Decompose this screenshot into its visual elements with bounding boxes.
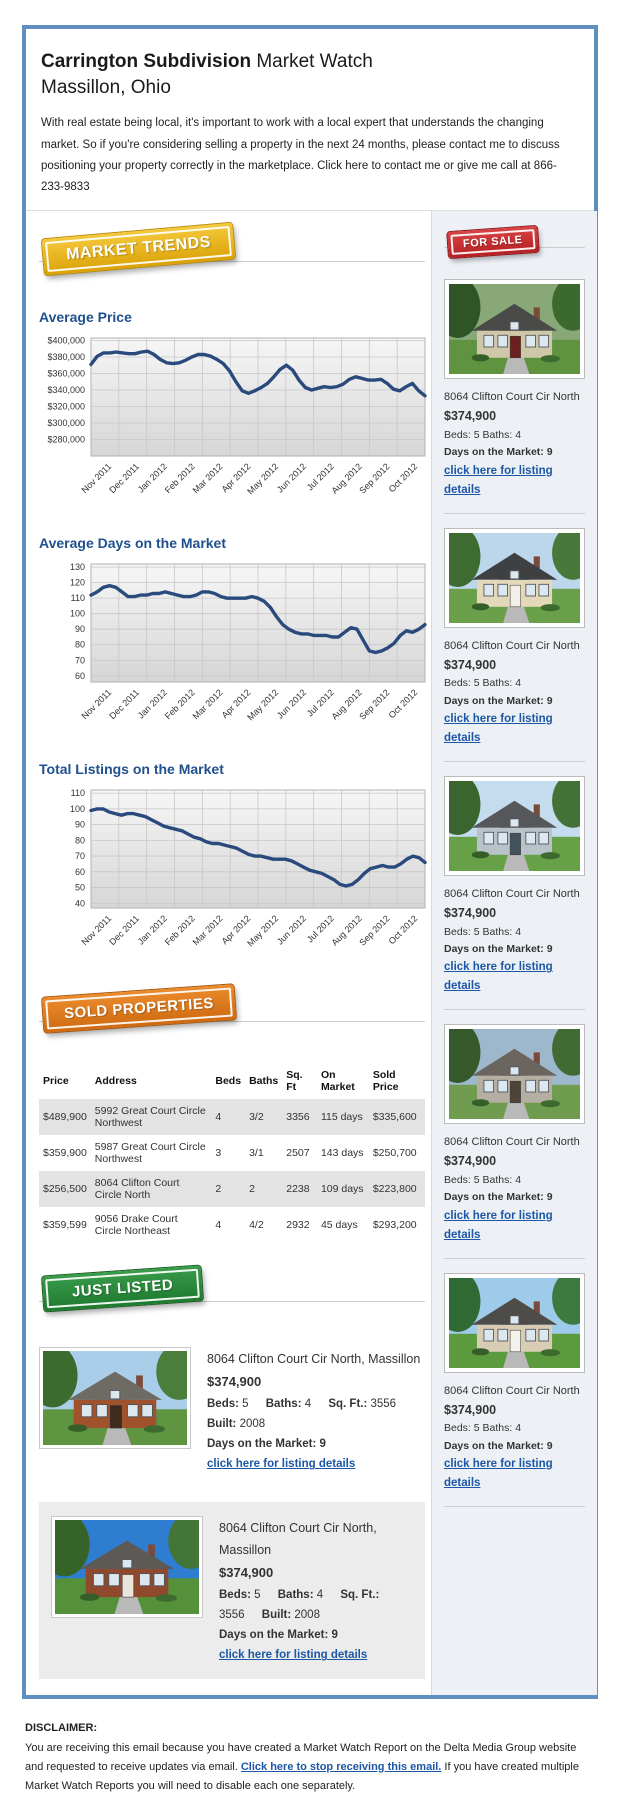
svg-text:May 2012: May 2012 xyxy=(245,461,281,497)
divider xyxy=(444,513,585,514)
table-cell: 3356 xyxy=(282,1099,317,1135)
svg-text:Jul 2012: Jul 2012 xyxy=(304,687,336,719)
table-cell: 4 xyxy=(215,1219,222,1232)
divider xyxy=(444,761,585,762)
table-row xyxy=(39,1135,425,1171)
svg-text:Apr 2012: Apr 2012 xyxy=(219,461,253,495)
baths-label: Baths: xyxy=(277,1588,314,1601)
sold-properties-header xyxy=(39,987,425,1043)
svg-text:Dec 2011: Dec 2011 xyxy=(107,687,142,722)
page-subtitle: Massillon, Ohio xyxy=(41,76,171,98)
days-on-market: Days on the Market: 9 xyxy=(444,1191,553,1204)
svg-text:Nov 2011: Nov 2011 xyxy=(79,461,114,496)
baths-label: Baths: xyxy=(265,1397,302,1410)
beds-label: Beds: xyxy=(207,1397,239,1410)
total-listings-title: Total Listings on the Market xyxy=(39,761,224,778)
divider xyxy=(444,1009,585,1010)
just-listed-badge xyxy=(42,1266,203,1312)
property-photo[interactable] xyxy=(444,776,585,876)
table-cell: 8064 Clifton Court Circle North xyxy=(91,1171,212,1207)
disclaimer-text-after: If you have created multiple Market Watch Reports you will need to disable each one separately. xyxy=(25,1760,579,1793)
svg-text:50: 50 xyxy=(74,882,85,893)
divider xyxy=(444,1506,585,1507)
svg-text:Jan 2012: Jan 2012 xyxy=(135,461,169,495)
svg-text:Jan 2012: Jan 2012 xyxy=(135,913,169,947)
table-cell: 4/2 xyxy=(249,1219,264,1232)
listing-price: $374,900 xyxy=(444,409,497,424)
table-header-row xyxy=(39,1063,425,1099)
svg-text:80: 80 xyxy=(74,835,85,846)
for-sale-listing xyxy=(444,776,585,1010)
listing-address: 8064 Clifton Court Cir North xyxy=(444,1384,580,1397)
built-value: 2008 xyxy=(291,1609,320,1622)
listing-details-link[interactable]: click here for listing details xyxy=(444,713,553,745)
listing-address: 8064 Clifton Court Cir North xyxy=(444,391,580,404)
divider xyxy=(444,1258,585,1259)
svg-text:Jun 2012: Jun 2012 xyxy=(274,461,309,495)
table-cell: $489,900 xyxy=(39,1099,91,1135)
svg-text:Jun 2012: Jun 2012 xyxy=(274,913,309,947)
table-row xyxy=(39,1207,425,1243)
days-on-market: Days on the Market: 9 xyxy=(444,1439,553,1452)
listing-beds-baths: Beds: 5 Baths: 4 xyxy=(444,925,522,938)
svg-text:Feb 2012: Feb 2012 xyxy=(162,687,197,722)
table-cell: 109 days xyxy=(317,1171,369,1207)
listing-details-link[interactable]: click here for listing details xyxy=(444,1209,553,1241)
market-trends-badge-label: MARKET TRENDS xyxy=(45,226,232,272)
table-cell: 4 xyxy=(211,1099,245,1135)
disclaimer-heading: DISCLAIMER: xyxy=(25,1722,98,1735)
for-sale-badge-label: FOR SALE xyxy=(450,229,535,255)
col-baths: Baths xyxy=(249,1075,279,1088)
sqft-value: 3556 xyxy=(219,1609,245,1622)
days-on-market-title: Average Days on the Market xyxy=(39,535,226,552)
days-on-market-chart xyxy=(39,559,425,735)
sold-properties-table xyxy=(39,1063,425,1243)
listing-price: $374,900 xyxy=(444,906,497,921)
listing-details-link[interactable]: click here for listing details xyxy=(219,1649,368,1662)
table-cell: 5992 Great Court Circle Northwest xyxy=(91,1099,212,1135)
property-photo[interactable] xyxy=(444,279,585,379)
listing-address: 8064 Clifton Court Cir North xyxy=(444,888,580,900)
property-photo[interactable] xyxy=(444,528,585,628)
days-on-market: Days on the Market: 9 xyxy=(207,1438,326,1451)
col-on-market: On Market xyxy=(320,1069,355,1094)
table-cell: 5987 Great Court Circle Northwest xyxy=(94,1141,206,1166)
house-photo xyxy=(449,1278,580,1368)
sold-properties-badge xyxy=(42,985,236,1033)
beds-value: 5 xyxy=(250,1588,261,1601)
house-photo xyxy=(449,1029,580,1119)
svg-text:Aug 2012: Aug 2012 xyxy=(329,913,364,949)
house-photo xyxy=(43,1351,187,1445)
built-label: Built: xyxy=(207,1418,237,1431)
table-row xyxy=(39,1171,425,1207)
table-cell: 3/2 xyxy=(245,1099,282,1135)
svg-text:Oct 2012: Oct 2012 xyxy=(386,461,420,495)
table-cell: 3/1 xyxy=(249,1147,264,1160)
for-sale-header xyxy=(444,225,585,265)
market-trends-header xyxy=(39,227,425,283)
for-sale-listing xyxy=(444,279,585,513)
listing-beds-baths: Beds: 5 Baths: 4 xyxy=(444,1174,522,1187)
disclaimer-text-before: You are receiving this email because you have created a Market Watch Report on the Delta Media Group website and requested to receive updates via email. xyxy=(25,1741,577,1773)
svg-text:Jul 2012: Jul 2012 xyxy=(304,461,336,493)
table-cell: 2 xyxy=(211,1171,245,1207)
table-cell: $359,900 xyxy=(43,1147,87,1160)
average-price-title: Average Price xyxy=(39,309,132,326)
sold-properties-badge-label: SOLD PROPERTIES xyxy=(45,988,233,1030)
svg-text:120: 120 xyxy=(69,577,85,588)
listing-address: 8064 Clifton Court Cir North, Massillon xyxy=(219,1521,377,1558)
svg-text:Jul 2012: Jul 2012 xyxy=(304,913,336,945)
table-cell: 143 days xyxy=(320,1147,364,1160)
col-address: Address xyxy=(94,1075,137,1088)
table-cell: 2932 xyxy=(286,1219,310,1232)
total-listings-chart xyxy=(39,785,425,961)
table-row xyxy=(39,1099,425,1135)
col-beds: Beds xyxy=(215,1075,242,1088)
for-sale-sidebar xyxy=(431,211,597,1695)
average-price-chart xyxy=(39,333,425,509)
listing-price: $374,900 xyxy=(444,657,497,672)
table-cell: $256,500 xyxy=(39,1171,91,1207)
svg-text:$280,000: $280,000 xyxy=(47,434,85,445)
listing-beds-baths: Beds: 5 Baths: 4 xyxy=(444,1422,522,1435)
disclaimer xyxy=(25,1719,592,1796)
listing-details-link[interactable]: click here for listing details xyxy=(207,1458,356,1471)
svg-text:60: 60 xyxy=(74,671,85,682)
page-title-rest: Market Watch xyxy=(251,51,373,72)
svg-text:Dec 2011: Dec 2011 xyxy=(107,913,142,948)
table-cell: 115 days xyxy=(317,1099,369,1135)
listing-details-link[interactable]: click here for listing details xyxy=(444,464,553,496)
table-cell: 9056 Drake Court Circle Northeast xyxy=(94,1213,178,1238)
for-sale-listing xyxy=(444,1273,585,1507)
table-cell: 2238 xyxy=(282,1171,317,1207)
svg-text:$360,000: $360,000 xyxy=(47,368,85,379)
market-trends-badge xyxy=(42,223,236,276)
svg-text:90: 90 xyxy=(74,624,85,635)
svg-text:100: 100 xyxy=(69,609,85,620)
listing-address: 8064 Clifton Court Cir North xyxy=(444,1136,580,1149)
svg-text:60: 60 xyxy=(74,867,85,878)
sqft-value: 3556 xyxy=(367,1397,397,1410)
col-sqft: Sq. Ft xyxy=(286,1069,303,1094)
svg-text:Apr 2012: Apr 2012 xyxy=(219,913,253,947)
just-listed-item xyxy=(39,1502,425,1679)
days-on-market: Days on the Market: 9 xyxy=(444,446,553,459)
beds-value: 5 xyxy=(238,1397,249,1410)
svg-text:70: 70 xyxy=(74,655,85,666)
listing-beds-baths: Beds: 5 Baths: 4 xyxy=(444,677,522,690)
days-on-market: Days on the Market: 9 xyxy=(219,1629,338,1642)
svg-text:Aug 2012: Aug 2012 xyxy=(329,687,364,723)
table-cell: $223,800 xyxy=(369,1171,425,1207)
property-photo[interactable] xyxy=(444,1273,585,1373)
svg-text:100: 100 xyxy=(69,804,85,815)
svg-text:May 2012: May 2012 xyxy=(245,913,281,949)
house-photo xyxy=(449,533,580,623)
table-cell: $359,599 xyxy=(43,1219,87,1232)
svg-text:Feb 2012: Feb 2012 xyxy=(162,461,197,496)
listing-address: 8064 Clifton Court Cir North xyxy=(444,639,580,652)
svg-text:Oct 2012: Oct 2012 xyxy=(386,913,420,947)
svg-text:May 2012: May 2012 xyxy=(245,687,281,723)
baths-value: 4 xyxy=(313,1588,324,1601)
house-photo xyxy=(449,284,580,374)
svg-text:40: 40 xyxy=(74,898,85,909)
svg-text:Jan 2012: Jan 2012 xyxy=(135,687,169,721)
svg-text:Mar 2012: Mar 2012 xyxy=(190,461,225,496)
intro-paragraph: With real estate being local, it's important to work with a local expert that understands the changing market. So if you're considering selling a property in the next 24 months, please contact me to discuss positioning your property correctly in the marketplace. Click here to contact me or give me call at 866-233-9833 xyxy=(41,117,560,194)
table-cell: 3 xyxy=(215,1147,222,1160)
page-title xyxy=(41,49,576,100)
property-photo[interactable] xyxy=(51,1516,203,1618)
just-listed-header xyxy=(39,1267,425,1323)
svg-text:$340,000: $340,000 xyxy=(47,385,85,396)
listing-price: $374,900 xyxy=(219,1565,274,1581)
svg-text:110: 110 xyxy=(70,788,85,799)
page-title-bold: Carrington Subdivision xyxy=(41,51,252,72)
days-on-market: Days on the Market: 9 xyxy=(444,943,553,956)
svg-text:Jun 2012: Jun 2012 xyxy=(274,687,309,721)
svg-text:Nov 2011: Nov 2011 xyxy=(79,687,114,722)
listing-price: $374,900 xyxy=(444,1402,497,1417)
built-value: 2008 xyxy=(236,1418,266,1431)
svg-text:Dec 2011: Dec 2011 xyxy=(107,461,142,496)
house-photo xyxy=(55,1520,199,1614)
svg-text:110: 110 xyxy=(70,593,85,604)
for-sale-listing xyxy=(444,528,585,762)
listing-details-link[interactable]: click here for listing details xyxy=(444,1458,553,1490)
disclaimer-text xyxy=(25,1739,592,1797)
table-cell: 2507 xyxy=(286,1147,310,1160)
property-photo[interactable] xyxy=(444,1024,585,1124)
svg-text:$320,000: $320,000 xyxy=(47,401,85,412)
svg-text:Nov 2011: Nov 2011 xyxy=(79,913,114,948)
col-sold-price: Sold Price xyxy=(372,1069,399,1094)
listing-price: $374,900 xyxy=(207,1374,262,1390)
svg-text:Sep 2012: Sep 2012 xyxy=(357,913,392,949)
unsubscribe-link[interactable]: Click here to stop receiving this email. xyxy=(240,1760,442,1773)
svg-text:Mar 2012: Mar 2012 xyxy=(190,913,225,948)
svg-text:$380,000: $380,000 xyxy=(47,352,85,363)
main-column xyxy=(26,211,431,1695)
svg-text:Oct 2012: Oct 2012 xyxy=(386,687,420,721)
listing-specs xyxy=(219,1585,413,1625)
svg-text:Apr 2012: Apr 2012 xyxy=(219,687,253,721)
property-photo[interactable] xyxy=(39,1347,191,1449)
svg-text:Aug 2012: Aug 2012 xyxy=(329,461,364,497)
sqft-label: Sq. Ft.: xyxy=(340,1588,380,1601)
baths-value: 4 xyxy=(301,1397,312,1410)
table-cell: $250,700 xyxy=(372,1147,417,1160)
table-cell: 2 xyxy=(245,1171,282,1207)
svg-text:70: 70 xyxy=(74,851,85,862)
listing-specs xyxy=(207,1394,425,1434)
email-header xyxy=(26,29,594,210)
just-listed-badge-label: JUST LISTED xyxy=(45,1269,200,1309)
svg-text:90: 90 xyxy=(74,819,85,830)
svg-text:Sep 2012: Sep 2012 xyxy=(357,687,392,723)
svg-text:Feb 2012: Feb 2012 xyxy=(162,913,197,948)
table-cell: $293,200 xyxy=(372,1219,417,1232)
svg-text:$300,000: $300,000 xyxy=(47,418,85,429)
listing-address: 8064 Clifton Court Cir North, Massillon xyxy=(207,1352,421,1367)
house-photo xyxy=(449,781,580,871)
table-cell: 45 days xyxy=(320,1219,358,1232)
col-price: Price xyxy=(43,1075,69,1088)
sqft-label: Sq. Ft.: xyxy=(328,1397,368,1410)
listing-details-link[interactable]: click here for listing details xyxy=(444,961,553,993)
svg-text:130: 130 xyxy=(69,562,85,573)
svg-text:80: 80 xyxy=(74,640,85,651)
for-sale-listing xyxy=(444,1024,585,1258)
svg-text:$400,000: $400,000 xyxy=(47,335,85,346)
svg-text:Sep 2012: Sep 2012 xyxy=(357,461,392,497)
built-label: Built: xyxy=(261,1609,292,1622)
days-on-market: Days on the Market: 9 xyxy=(444,694,553,707)
svg-text:Mar 2012: Mar 2012 xyxy=(190,687,225,722)
listing-price: $374,900 xyxy=(444,1154,497,1169)
for-sale-badge xyxy=(447,226,538,258)
listing-beds-baths: Beds: 5 Baths: 4 xyxy=(444,429,522,442)
beds-label: Beds: xyxy=(219,1588,251,1601)
email-frame xyxy=(22,25,598,1699)
just-listed-item xyxy=(39,1347,425,1474)
table-cell: $335,600 xyxy=(369,1099,425,1135)
